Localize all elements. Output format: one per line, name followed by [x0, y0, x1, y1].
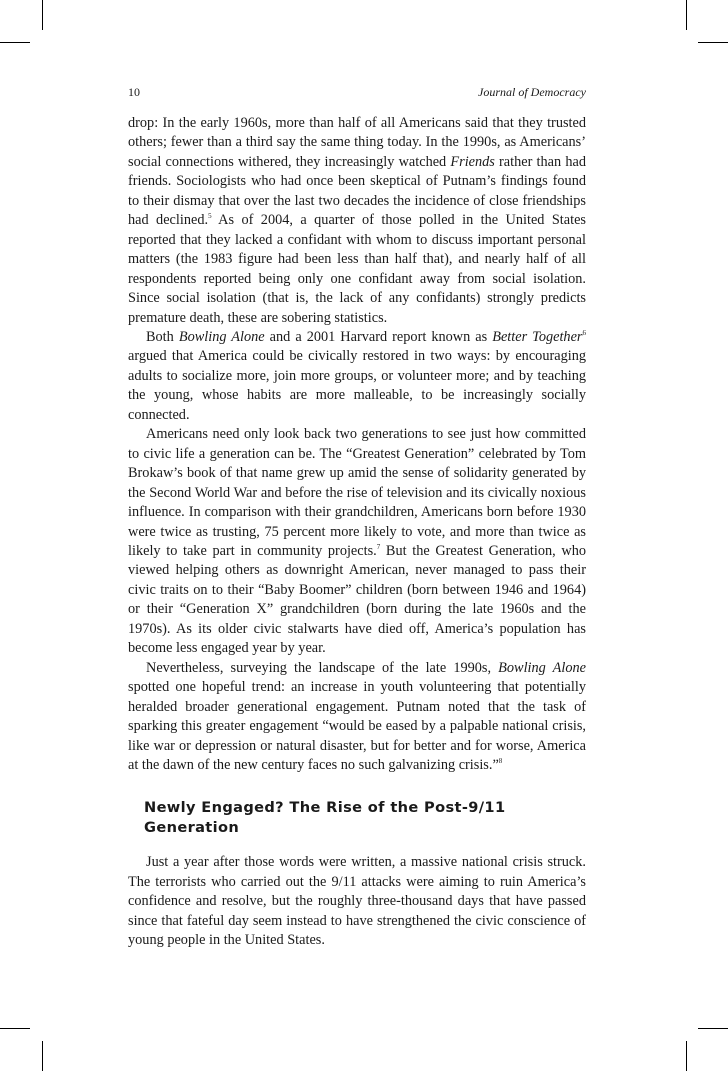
footnote-marker: 8: [498, 756, 503, 765]
text-run: argued that America could be civically restored in two ways: by encouraging adults to socialize more, join more groups, or volunteer more; and by teaching the young, whose habits are more malleable, to be increasingly socially connected.: [128, 348, 586, 423]
italic-title: Bowling Alone: [178, 328, 265, 345]
section-heading: Newly Engaged? The Rise of the Post-9/11 Generation: [144, 799, 506, 837]
text-run: But the Greatest Generation, who viewed helping others as downright American, never managed to pass their civic traits on to their “Baby Boomer” children (born between 1946 and 1964) or their “Generation X” grandchildren (born during the late 1960s and the 1970s). As its older civic stalwarts have died off, America’s population has become less engaged year by year.: [128, 542, 586, 657]
page: [128, 84, 586, 951]
text-run: rather than had friends. Sociologists who had once been skeptical of Putnam’s findings found to their dismay that over the last two decades the incidence of close friendships had declined.: [128, 153, 586, 229]
footnote-marker: 7: [376, 542, 381, 551]
paragraph: [128, 328, 586, 425]
crop-mark: [0, 1028, 30, 1029]
paragraph: [128, 659, 586, 776]
text-run: Just a year after those words were written, a massive national crisis struck. The terrorists who carried out the 9/11 attacks were aiming to ruin America’s confidence and resolve, but the roughly three-thousand days that have passed since that fateful day seem instead to have strengthened the civic conscience of young people in the United States.: [128, 854, 586, 949]
italic-title: Friends: [450, 153, 495, 170]
crop-mark: [42, 1041, 43, 1071]
crop-mark: [686, 0, 687, 30]
running-head: [128, 84, 586, 100]
paragraph: [128, 853, 586, 950]
crop-mark: [0, 42, 30, 43]
footnote-marker: 6: [582, 328, 586, 337]
text-run: Nevertheless, surveying the landscape of the late 1990s,: [146, 659, 499, 676]
page-number: 10: [128, 85, 140, 99]
paragraph: [128, 114, 586, 328]
crop-mark: [698, 1028, 728, 1029]
crop-mark: [686, 1041, 687, 1071]
footnote-marker: 5: [208, 212, 212, 221]
text-run: As of 2004, a quarter of those polled in the United States reported that they lacked a confidant with whom to discuss important personal matters (the 1983 figure had been less than half that), and nearly half of all respondents reported being only one confidant away from social isolation. Since social isolation (that is, the lack of any confidants) strongly predicts premature death, these are sobering statistics.: [128, 212, 586, 326]
crop-mark: [42, 0, 43, 30]
journal-title: Journal of Democracy: [478, 85, 586, 99]
crop-mark: [698, 42, 728, 43]
text-run: Americans need only look back two generations to see just how committed to civic life a generation can be. The “Greatest Generation” celebrated by Tom Brokaw’s book of that name grew up amid the sense of solidarity generated by the Second World War and before the rise of television and its civically noxious influence. In comparison with their grandchildren, Americans born before 1930 were twice as trusting, 75 percent more likely to vote, and more than twice as likely to take part in community projects.: [128, 426, 586, 559]
text-run: spotted one hopeful trend: an increase in youth volunteering that potentially heralded broader generational engagement. Putnam noted that the task of sparking this greater engagement “would be eased by a palpable national crisis, like war or depression or natural disaster, but for better and for worse, America at the dawn of the new century faces no such galvanizing crisis.”: [128, 679, 586, 773]
text-run: Both: [146, 328, 179, 345]
text-run: and a 2001 Harvard report known as: [264, 328, 493, 345]
italic-title: Bowling Alone: [498, 659, 587, 676]
article-body: [128, 114, 586, 951]
paragraph: [128, 425, 586, 658]
italic-title: Better Together: [492, 328, 583, 345]
text-run: drop: In the early 1960s, more than half of all Americans said that they trusted others; fewer than a third say the same thing today. In the 1990s, as Americans’ social connections withered, they increasingly watched: [128, 115, 586, 170]
